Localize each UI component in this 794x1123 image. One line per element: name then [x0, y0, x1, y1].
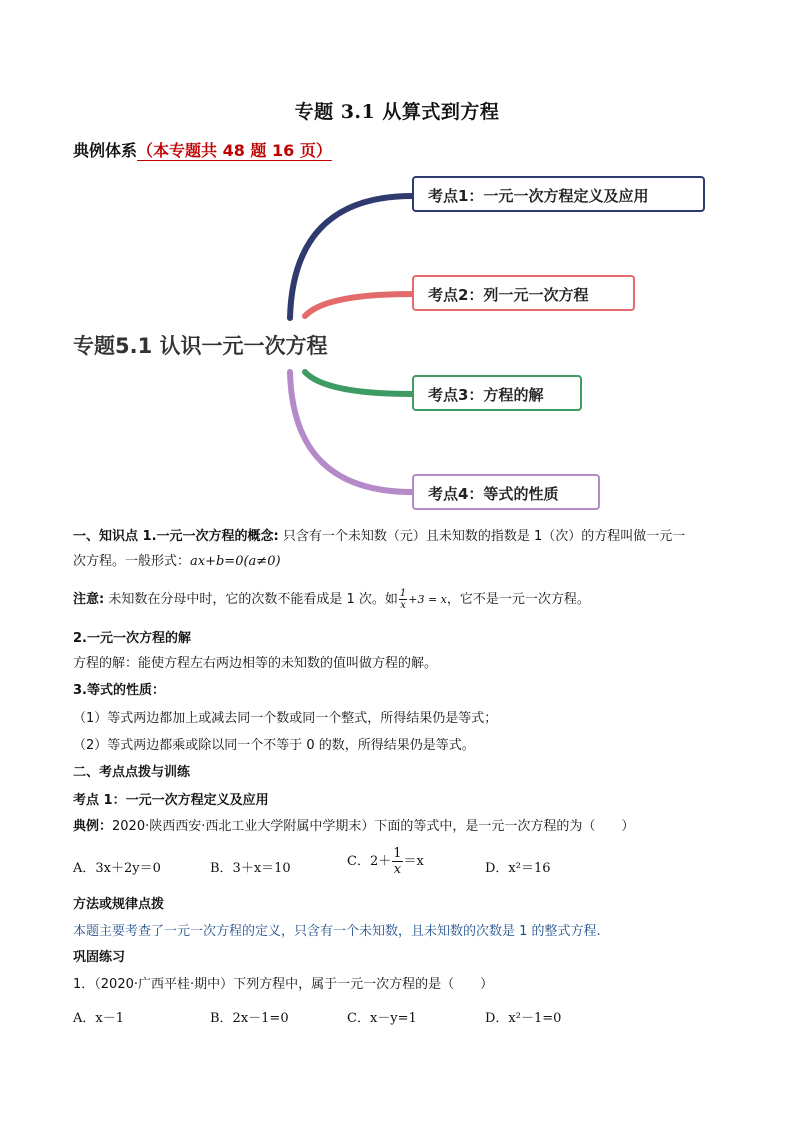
- mindmap-center: 专题5.1 认识一元一次方程: [73, 334, 328, 358]
- example-option-a: A．3x＋2y＝0: [73, 861, 161, 876]
- knowledge-heading: 一、知识点 1.一元一次方程的概念:: [73, 529, 279, 544]
- option-c-num: 1: [393, 846, 402, 861]
- question-1: 1．（2020·广西平桂·期中）下列方程中，属于一元一次方程的是（ ）: [73, 977, 494, 992]
- q1-option-d: D．x²－1=0: [485, 1011, 562, 1026]
- note-tail: ，它不是一元一次方程。: [446, 592, 590, 607]
- mindmap-node-4: 考点4：等式的性质: [412, 474, 600, 510]
- example-line: [73, 817, 733, 837]
- section3-heading: 3.等式的性质：: [73, 683, 165, 698]
- section2-text: 方程的解：能使方程左右两边相等的未知数的值叫做方程的解。: [73, 656, 438, 671]
- method-text: 本题主要考查了一元一次方程的定义，只含有一个未知数，且未知数的次数是 1 的整式方程.: [73, 924, 601, 939]
- branch-line-3: [305, 372, 412, 394]
- note-line: [73, 588, 733, 611]
- knowledge-point-1: [73, 527, 733, 577]
- general-form: ax+b=0(a≠0): [190, 554, 281, 569]
- mindmap-node-2: 考点2：列一元一次方程: [412, 275, 635, 311]
- mindmap-connectors: [0, 0, 794, 560]
- note-frac-den: x: [400, 600, 406, 611]
- note-label: 注意:: [73, 592, 105, 607]
- note-text: 未知数在分母中时，它的次数不能看成是 1 次。如: [104, 592, 398, 607]
- option-c-fraction: [392, 846, 402, 877]
- note-fraction: [399, 588, 407, 611]
- practice-heading: 巩固练习: [73, 950, 126, 965]
- q1-option-c: C．x－y=1: [347, 1011, 417, 1026]
- part2-heading: 二、考点点拨与训练: [73, 765, 191, 780]
- method-heading: 方法或规律点拨: [73, 897, 165, 912]
- note-expr: +3 = x: [408, 593, 447, 606]
- example-label: 典例：: [73, 819, 113, 834]
- example-text: 2020·陕西西安·西北工业大学附属中学期末）下面的等式中，是一元一次方程的为（ ）: [112, 819, 635, 834]
- mindmap-node-3: 考点3：方程的解: [412, 375, 582, 411]
- option-c-suffix: ＝x: [403, 854, 424, 869]
- branch-line-2: [305, 294, 412, 316]
- knowledge-text-2: 次方程。一般形式：: [73, 554, 191, 569]
- note-frac-num: 1: [399, 588, 407, 599]
- mindmap-node-1: 考点1：一元一次方程定义及应用: [412, 176, 705, 212]
- example-option-d: D．x²＝16: [485, 861, 551, 876]
- system-note: （本专题共 48 题 16 页）: [137, 141, 332, 160]
- example-option-b: B．3＋x＝10: [210, 861, 291, 876]
- section2-heading: 2.一元一次方程的解: [73, 631, 191, 646]
- point1-heading: 考点 1：一元一次方程定义及应用: [73, 793, 269, 808]
- option-c-prefix: C．2＋: [347, 854, 392, 869]
- knowledge-text-1: 只含有一个未知数（元）且未知数的指数是 1（次）的方程叫做一元一: [278, 529, 686, 544]
- system-label: 典例体系: [73, 141, 138, 160]
- section3-item-1: （1）等式两边都加上或减去同一个数或同一个整式，所得结果仍是等式；: [73, 711, 498, 726]
- example-option-c: [347, 846, 424, 877]
- q1-option-b: B．2x－1=0: [210, 1011, 289, 1026]
- page-title: 专题 3.1 从算式到方程: [294, 101, 500, 123]
- section3-item-2: （2）等式两边都乘或除以同一个不等于 0 的数，所得结果仍是等式。: [73, 738, 475, 753]
- q1-option-a: A．x－1: [73, 1011, 124, 1026]
- option-c-den: x: [393, 862, 402, 877]
